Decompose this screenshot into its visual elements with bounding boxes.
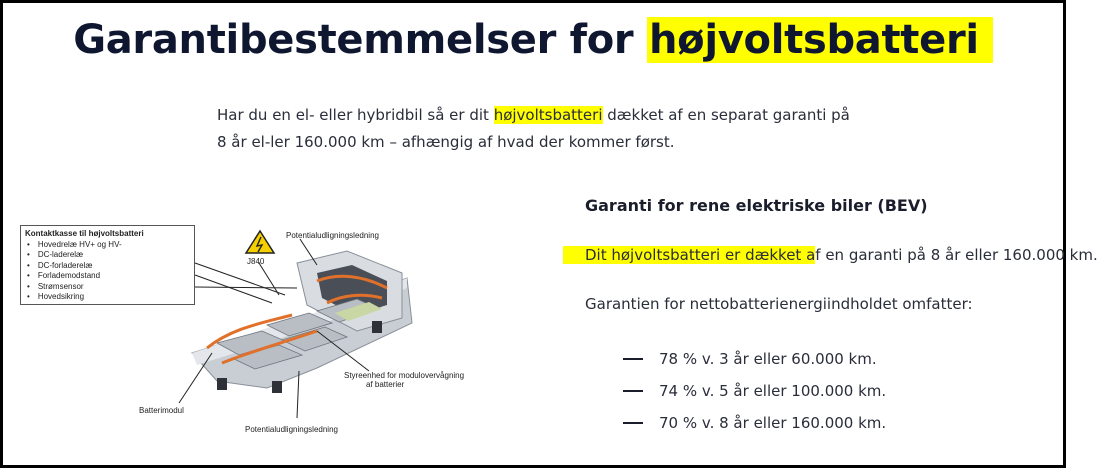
high-voltage-warning-icon — [246, 231, 274, 253]
bev-line-highlight: Dit højvoltsbatteri er dækket a — [563, 246, 815, 264]
label-top: Potentialudligningsledning — [286, 231, 379, 240]
legend-item: • Hovedsikring — [27, 292, 190, 303]
list-item-text: 70 % v. 8 år eller 160.000 km. — [659, 414, 887, 432]
legend-item: • DC-laderelæ — [27, 250, 190, 261]
label-control-unit — [344, 371, 474, 389]
bev-line-rest: f en garanti på 8 år eller 160.000 km. — [815, 246, 1098, 264]
legend-item: • DC-forladerelæ — [27, 261, 190, 272]
warning-code-label: J840 — [247, 257, 265, 266]
bev-warranty-line — [563, 236, 1098, 274]
legend-item: • Hovedrelæ HV+ og HV- — [27, 240, 190, 251]
legend-title: Kontaktkasse til højvoltsbatteri — [25, 229, 144, 238]
dash-icon — [623, 358, 643, 360]
label-module: Batterimodul — [139, 406, 184, 415]
dash-icon — [623, 390, 643, 392]
list-item — [623, 343, 886, 375]
label-control-line2: af batterier — [366, 380, 405, 389]
legend-item: • Strømsensor — [27, 282, 190, 293]
label-control-line1: Styreenhed for modulovervågning — [344, 371, 465, 380]
title-highlight: højvoltsbatteri — [647, 17, 993, 63]
list-item — [623, 407, 886, 439]
list-item — [623, 375, 886, 407]
legend-box — [20, 225, 195, 305]
coverage-intro: Garantien for nettobatterienergiindholdet omfatter: — [585, 295, 973, 313]
bev-heading: Garanti for rene elektriske biler (BEV) — [585, 196, 928, 215]
label-bottom: Potentialudligningsledning — [245, 425, 338, 434]
coverage-list — [623, 343, 886, 439]
title-text: Garantibestemmelser for — [73, 17, 647, 63]
page-title — [3, 13, 1063, 67]
intro-text-start: Har du en el- eller hybridbil så er dit — [217, 106, 494, 124]
list-item-text: 78 % v. 3 år eller 60.000 km. — [659, 350, 877, 368]
intro-text-end: dækket af en separat garanti på 8 år el-ler 160.000 km – afhængig af hvad der kommer først. — [217, 106, 850, 151]
legend-list — [25, 240, 190, 303]
list-item-text: 74 % v. 5 år eller 100.000 km. — [659, 382, 887, 400]
legend-item: • Forlademodstand — [27, 271, 190, 282]
intro-paragraph — [217, 102, 857, 156]
intro-highlight: højvoltsbatteri — [493, 106, 603, 124]
dash-icon — [623, 422, 643, 424]
battery-diagram — [17, 203, 487, 463]
